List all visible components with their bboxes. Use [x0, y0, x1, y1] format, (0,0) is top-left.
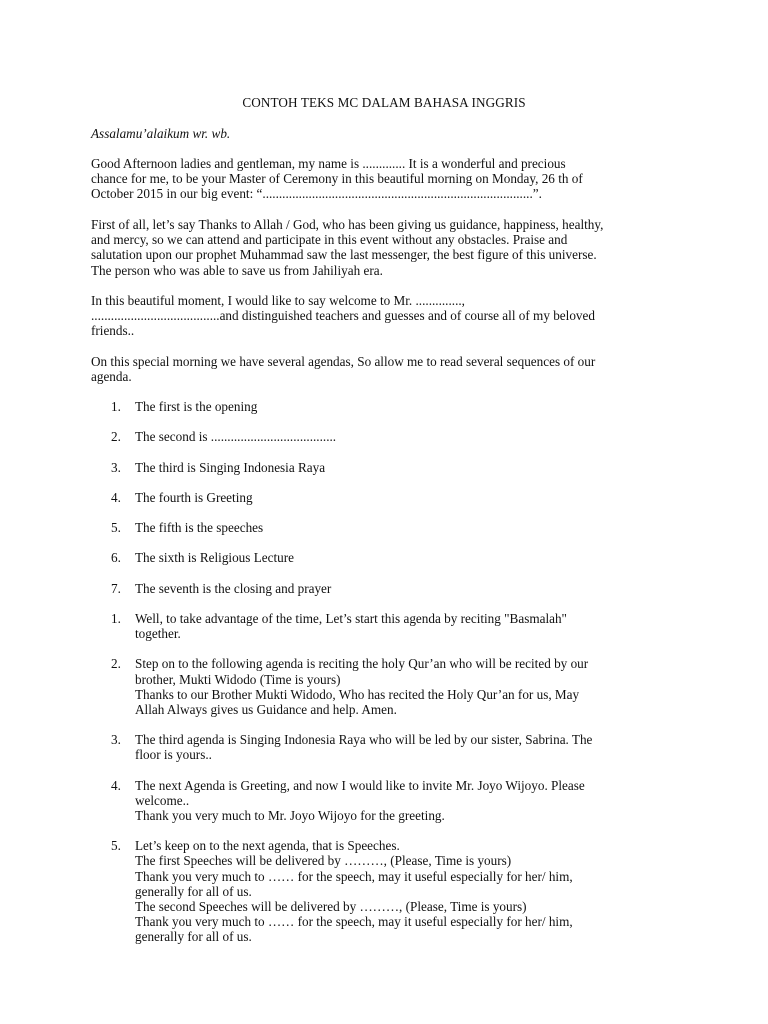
- list-number: 5.: [111, 520, 121, 536]
- list-item-line: together.: [135, 626, 181, 642]
- agenda-intro-paragraph: [91, 354, 691, 384]
- list-item-line: Well, to take advantage of the time, Let’s start this agenda by reciting "Basmalah": [135, 611, 567, 626]
- list-item-line: The third agenda is Singing Indonesia Raya who will be led by our sister, Sabrina. The: [135, 732, 593, 748]
- paragraph-line: The person who was able to save us from Jahiliyah era.: [91, 262, 383, 278]
- list-number: 2.: [111, 429, 121, 445]
- paragraph-line: First of all, let’s say Thanks to Allah / God, who has been giving us guidance, happiness, healthy,: [91, 217, 604, 232]
- list-item: [91, 581, 691, 611]
- paragraph-line: On this special morning we have several agendas, So allow me to read several sequences of our: [91, 354, 596, 369]
- list-item-text: The first is the opening: [135, 399, 258, 414]
- list-item-line: welcome..: [135, 792, 190, 808]
- greeting-line: Assalamu’alaikum wr. wb.: [91, 126, 231, 141]
- list-item-line: Thank you very much to …… for the speech, may it useful especially for her/ him,: [135, 868, 573, 884]
- intro-paragraph: [91, 156, 691, 202]
- paragraph-line: chance for me, to be your Master of Ceremony in this beautiful morning on Monday, 26 th of: [91, 171, 583, 187]
- paragraph-line: salutation upon our prophet Muhammad saw the last messenger, the best figure of this universe.: [91, 247, 597, 263]
- list-number: 4.: [111, 777, 121, 793]
- list-item: [91, 399, 691, 429]
- list-item-text: The second is ......................................: [135, 429, 337, 445]
- list-number: 5.: [111, 838, 121, 854]
- list-number: 1.: [111, 611, 121, 626]
- list-item-line: The first Speeches will be delivered by ………, (Please, Time is yours): [135, 853, 512, 869]
- list-item-line: The second Speeches will be delivered by ………, (Please, Time is yours): [135, 899, 527, 915]
- agenda-detail-list: [91, 611, 691, 960]
- list-item-line: brother, Mukti Widodo (Time is yours): [135, 671, 341, 687]
- list-item: [91, 656, 691, 717]
- list-item-line: Thank you very much to …… for the speech, may it useful especially for her/ him,: [135, 914, 573, 930]
- list-number: 7.: [111, 580, 121, 596]
- paragraph-line: .......................................and distinguished teachers and guesses and of course all of my beloved: [91, 308, 595, 324]
- list-item-line: generally for all of us.: [135, 929, 252, 945]
- list-item-line: Let’s keep on to the next agenda, that is Speeches.: [135, 838, 400, 854]
- list-item-line: Allah Always gives us Guidance and help. Amen.: [135, 702, 397, 718]
- list-item: [91, 778, 691, 824]
- list-item-line: Thanks to our Brother Mukti Widodo, Who has recited the Holy Qur’an for us, May: [135, 686, 580, 702]
- paragraph-line: friends..: [91, 323, 135, 339]
- list-item-line: Step on to the following agenda is reciting the holy Qur’an who will be recited by our: [135, 656, 589, 672]
- list-item-text: The fifth is the speeches: [135, 520, 264, 536]
- list-number: 3.: [111, 732, 121, 748]
- list-item: [91, 460, 691, 490]
- thanks-paragraph: [91, 217, 691, 278]
- document-title: CONTOH TEKS MC DALAM BAHASA INGGRIS: [242, 95, 526, 110]
- list-item-text: The fourth is Greeting: [135, 489, 253, 505]
- list-item-line: Thank you very much to Mr. Joyo Wijoyo for the greeting.: [135, 808, 445, 824]
- welcome-paragraph: [91, 293, 691, 339]
- list-item-line: floor is yours..: [135, 747, 212, 763]
- list-item: [91, 838, 691, 944]
- list-item: [91, 550, 691, 580]
- list-number: 3.: [111, 459, 121, 475]
- list-item: [91, 732, 691, 762]
- paragraph-line: October 2015 in our big event: “..................................................................................”.: [91, 186, 542, 202]
- paragraph-line: In this beautiful moment, I would like to say welcome to Mr. ..............,: [91, 293, 465, 308]
- list-number: 2.: [111, 656, 121, 672]
- list-number: 1.: [111, 399, 121, 414]
- list-item: [91, 520, 691, 550]
- list-item: [91, 490, 691, 520]
- list-item-text: The third is Singing Indonesia Raya: [135, 459, 326, 475]
- paragraph-line: and mercy, so we can attend and participate in this event without any obstacles. Praise and: [91, 232, 568, 248]
- list-item-line: generally for all of us.: [135, 883, 252, 899]
- list-item-text: The sixth is Religious Lecture: [135, 550, 294, 566]
- agenda-list: [91, 399, 691, 611]
- list-number: 6.: [111, 550, 121, 566]
- list-item: [91, 611, 691, 641]
- list-item-text: The seventh is the closing and prayer: [135, 580, 332, 596]
- list-number: 4.: [111, 489, 121, 505]
- paragraph-line: agenda.: [91, 369, 132, 385]
- list-item: [91, 429, 691, 459]
- list-item-line: The next Agenda is Greeting, and now I would like to invite Mr. Joyo Wijoyo. Please: [135, 777, 585, 793]
- paragraph-line: Good Afternoon ladies and gentleman, my name is ............. It is a wonderful and precious: [91, 156, 566, 171]
